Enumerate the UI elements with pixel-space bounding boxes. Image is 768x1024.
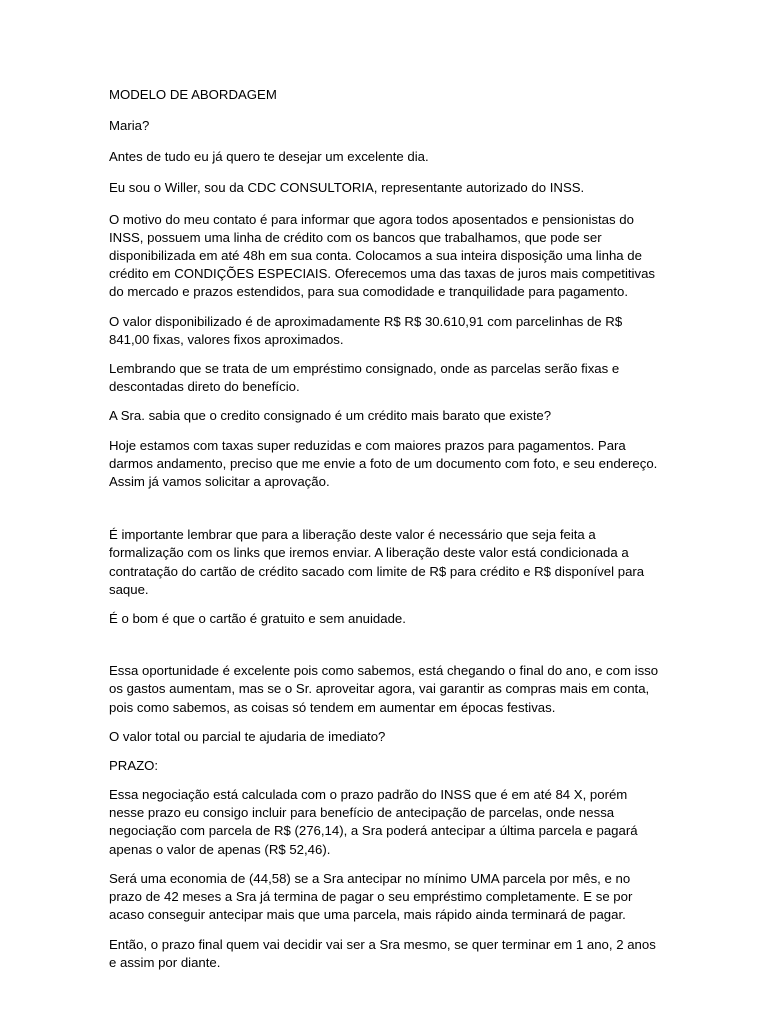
document-title: MODELO DE ABORDAGEM bbox=[109, 87, 277, 102]
introduction-paragraph: Eu sou o Willer, sou da CDC CONSULTORIA, representante autorizado do INSS. bbox=[109, 180, 585, 196]
greeting-paragraph: Maria? bbox=[109, 118, 150, 133]
value-paragraph: O valor disponibilizado é de aproximadamente R$ R$ 30.610,91 com parcelinhas de R$ 841,00 fixas, valores fixos aproximados. bbox=[109, 313, 623, 347]
documents-request-paragraph: Hoje estamos com taxas super reduzidas e com maiores prazos para pagamentos. Para darmos andamento, preciso que me envie a foto de um documento com foto, e seu endereço. Assim já vamos solicitar a aprovação. bbox=[109, 437, 658, 490]
opportunity-paragraph: Essa oportunidade é excelente pois como sabemos, está chegando o final do ano, e com isso os gastos aumentam, mas se o Sr. aproveitar agora, vai garantir as compras mais em conta, pois como sabemos, as coisas só tendem em aumentar em épocas festivas. bbox=[109, 663, 659, 715]
formalization-paragraph: É importante lembrar que para a liberação deste valor é necessário que seja feita a formalização com os links que iremos enviar. A liberação deste valor está condicionada a contratação do cartão de crédito sacado com limite de R$ para crédito e R$ disponível para saque. bbox=[109, 527, 645, 597]
economy-paragraph: Será uma economia de (44,58) se a Sra antecipar no mínimo UMA parcela por mês, e no prazo de 42 meses a Sra já termina de pagar o seu empréstimo completamente. E se por acaso conseguir antecipar mais que uma parcela, mais rápido ainda terminará de pagar. bbox=[109, 870, 633, 923]
prazo-heading: PRAZO: bbox=[109, 758, 159, 774]
negotiation-paragraph: Essa negociação está calculada com o prazo padrão do INSS que é em até 84 X, porém nesse prazo eu consigo incluir para benefício de antecipação de parcelas, onde nessa negociação com parcela de R$ (276,14), a Sra poderá antecipar a última parcela e pagará apenas o valor de apenas (R$ 52,46). bbox=[109, 787, 638, 857]
opening-paragraph: Antes de tudo eu já quero te desejar um excelente dia. bbox=[109, 149, 429, 165]
final-term-paragraph: Então, o prazo final quem vai decidir vai ser a Sra mesmo, se quer terminar em 1 ano, 2 anos e assim por diante. bbox=[109, 936, 656, 970]
question-paragraph: A Sra. sabia que o credito consignado é um crédito mais barato que existe? bbox=[109, 408, 552, 424]
help-question-paragraph: O valor total ou parcial te ajudaria de imediato? bbox=[109, 728, 386, 744]
credit-offer-paragraph: O motivo do meu contato é para informar que agora todos aposentados e pensionistas do INSS, possuem uma linha de crédito com os bancos que trabalhamos, que pode ser disponibilizada em até 48h em sua conta. Colocamos a sua inteira disposição uma linha de crédito em CONDIÇÕES ESPECIAIS. Oferecemos uma das taxas de juros mais competitivas do mercado e prazos estendidos, para sua comodidade e tranquilidade para pagamento. bbox=[109, 211, 656, 300]
card-benefit-paragraph: É o bom é que o cartão é gratuito e sem anuidade. bbox=[109, 611, 406, 627]
consigned-loan-paragraph: Lembrando que se trata de um empréstimo consignado, onde as parcelas serão fixas e descontadas direto do benefício. bbox=[109, 361, 620, 395]
document-content bbox=[109, 86, 661, 972]
